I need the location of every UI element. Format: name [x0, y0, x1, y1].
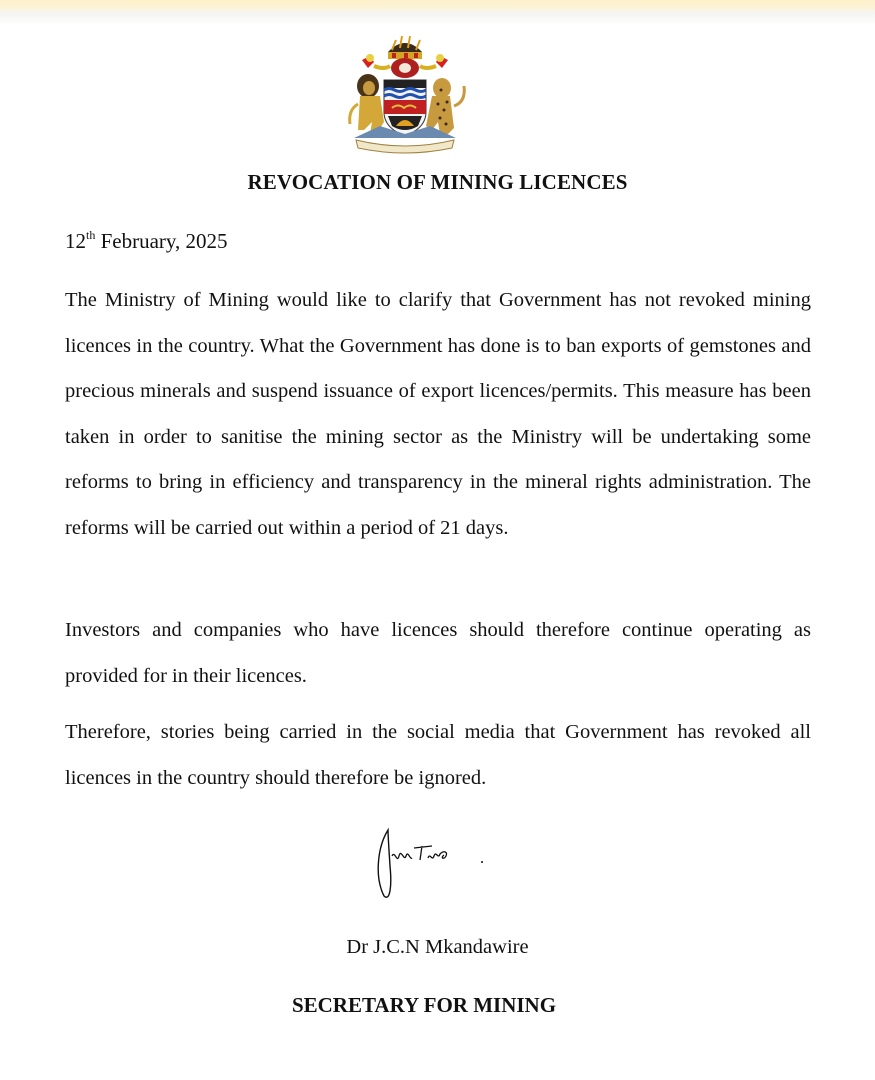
coat-of-arms-emblem	[340, 30, 470, 154]
paragraph-social-media: Therefore, stories being carried in the social media that Government has revoked all licences in the country should therefore be ignored.	[65, 721, 811, 789]
top-border-band	[0, 0, 875, 12]
signature-image	[370, 826, 500, 906]
signatory-name: Dr J.C.N Mkandawire	[346, 936, 529, 958]
date-suffix: th	[86, 228, 96, 242]
signatory-title: SECRETARY FOR MINING	[291, 993, 557, 1017]
paragraph-clarification: The Ministry of Mining would like to clarify that Government has not revoked mining licences in the country. What the Government has done is to ban exports of gemstones and precious minerals and suspend issuance of export licences/permits. This measure has been taken in order to sanitise the mining sector as the Ministry will be undertaking some reforms to bring in efficiency and transparency in the mineral rights administration. The reforms will be carried out within a period of 21 days.	[65, 289, 811, 539]
top-shadow	[0, 12, 875, 26]
date-month-year: February, 2025	[95, 229, 228, 253]
paragraph-investors: Investors and companies who have licences should therefore continue operating as provided for in their licences.	[65, 619, 811, 687]
document-date	[65, 229, 228, 254]
document-title: REVOCATION OF MINING LICENCES	[247, 170, 628, 194]
date-day: 12	[65, 229, 86, 253]
